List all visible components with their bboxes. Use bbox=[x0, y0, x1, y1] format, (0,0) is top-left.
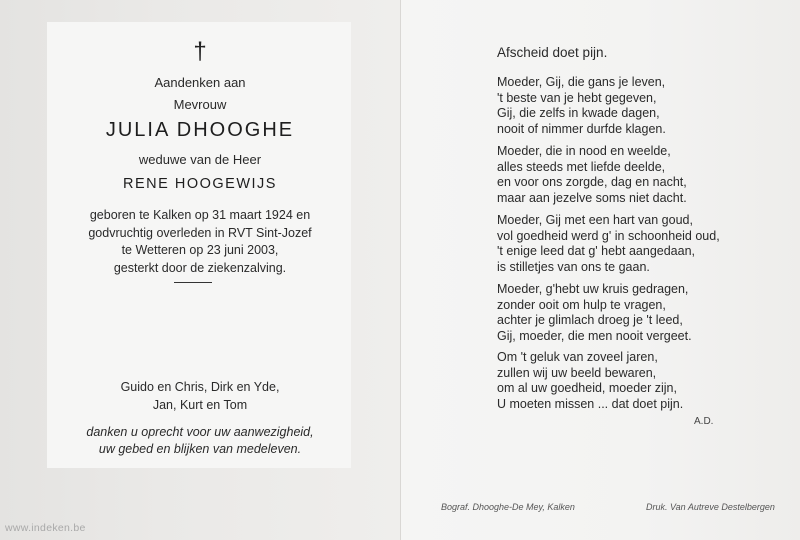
poem-line: is stilletjes van ons te gaan. bbox=[497, 259, 650, 274]
poem-line: zullen wij uw beeld bewaren, bbox=[497, 365, 657, 380]
poem-stanza bbox=[497, 144, 687, 206]
title-text: Mevrouw bbox=[173, 97, 227, 112]
thanks-message bbox=[0, 424, 400, 458]
poem-line: zonder ooit om hulp te vragen, bbox=[497, 297, 666, 312]
poem-signature: A.D. bbox=[694, 416, 714, 427]
bio-line: te Wetteren op 23 juni 2003, bbox=[121, 243, 279, 257]
thanks-line: uw gebed en blijken van medeleven. bbox=[98, 442, 302, 456]
poem-line: vol goedheid werd g' in schoonheid oud, bbox=[497, 228, 720, 243]
in-memory-text: Aandenken aan bbox=[154, 75, 246, 90]
poem-line: Moeder, die in nood en weelde, bbox=[497, 144, 671, 158]
funeral-home-credit: Bograf. Dhooghe-De Mey, Kalken bbox=[441, 502, 575, 512]
poem-line: alles steeds met liefde deelde, bbox=[497, 159, 666, 174]
poem-line: Moeder, Gij, die gans je leven, bbox=[497, 75, 666, 89]
bio-line: geboren te Kalken op 31 maart 1924 en bbox=[89, 208, 311, 222]
printer-credit: Druk. Van Autreve Destelbergen bbox=[646, 502, 775, 512]
poem-stanza bbox=[497, 75, 666, 137]
poem-stanza bbox=[497, 282, 692, 344]
family-names bbox=[0, 379, 400, 414]
deceased-name: JULIA DHOOGHE bbox=[105, 119, 295, 141]
poem-line: nooit of nimmer durfde klagen. bbox=[497, 121, 666, 136]
poem-line: om al uw goedheid, moeder zijn, bbox=[497, 381, 677, 395]
poem-line: 't enige leed dat g' hebt aangedaan, bbox=[497, 244, 695, 258]
poem-line: Om 't geluk van zoveel jaren, bbox=[497, 350, 658, 364]
family-line: Guido en Chris, Dirk en Yde, bbox=[120, 380, 280, 394]
poem-line: Moeder, g'hebt uw kruis gedragen, bbox=[497, 282, 689, 296]
poem-line: Gij, moeder, die men nooit vergeet. bbox=[497, 328, 692, 343]
poem-line: maar aan jezelve soms niet dacht. bbox=[497, 190, 687, 205]
poem-stanza bbox=[497, 350, 683, 412]
poem-line: en voor ons zorgde, dag en nacht, bbox=[497, 175, 687, 189]
poem-line: U moeten missen ... dat doet pijn. bbox=[497, 396, 684, 411]
widow-of-text: weduwe van de Heer bbox=[138, 152, 262, 167]
bio-line: godvruchtig overleden in RVT Sint-Jozef bbox=[88, 225, 312, 240]
thanks-line: danken u oprecht voor uw aanwezigheid, bbox=[86, 425, 314, 439]
family-line: Jan, Kurt en Tom bbox=[152, 397, 248, 412]
poem-title: Afscheid doet pijn. bbox=[497, 45, 608, 60]
watermark: www.indeken.be bbox=[5, 522, 86, 534]
biography bbox=[0, 207, 400, 277]
poem-line: Gij, die zelfs in kwade dagen, bbox=[497, 106, 660, 120]
poem-line: Moeder, Gij met een hart van goud, bbox=[497, 213, 693, 227]
poem-stanza bbox=[497, 213, 720, 275]
cross-icon: † bbox=[193, 38, 207, 65]
poem-line: 't beste van je hebt gegeven, bbox=[497, 90, 657, 105]
poem-line: achter je glimlach droeg je 't leed, bbox=[497, 313, 683, 327]
husband-name: RENE HOOGEWIJS bbox=[123, 176, 277, 192]
divider bbox=[174, 282, 212, 283]
bio-line: gesterkt door de ziekenzalving. bbox=[113, 260, 287, 275]
